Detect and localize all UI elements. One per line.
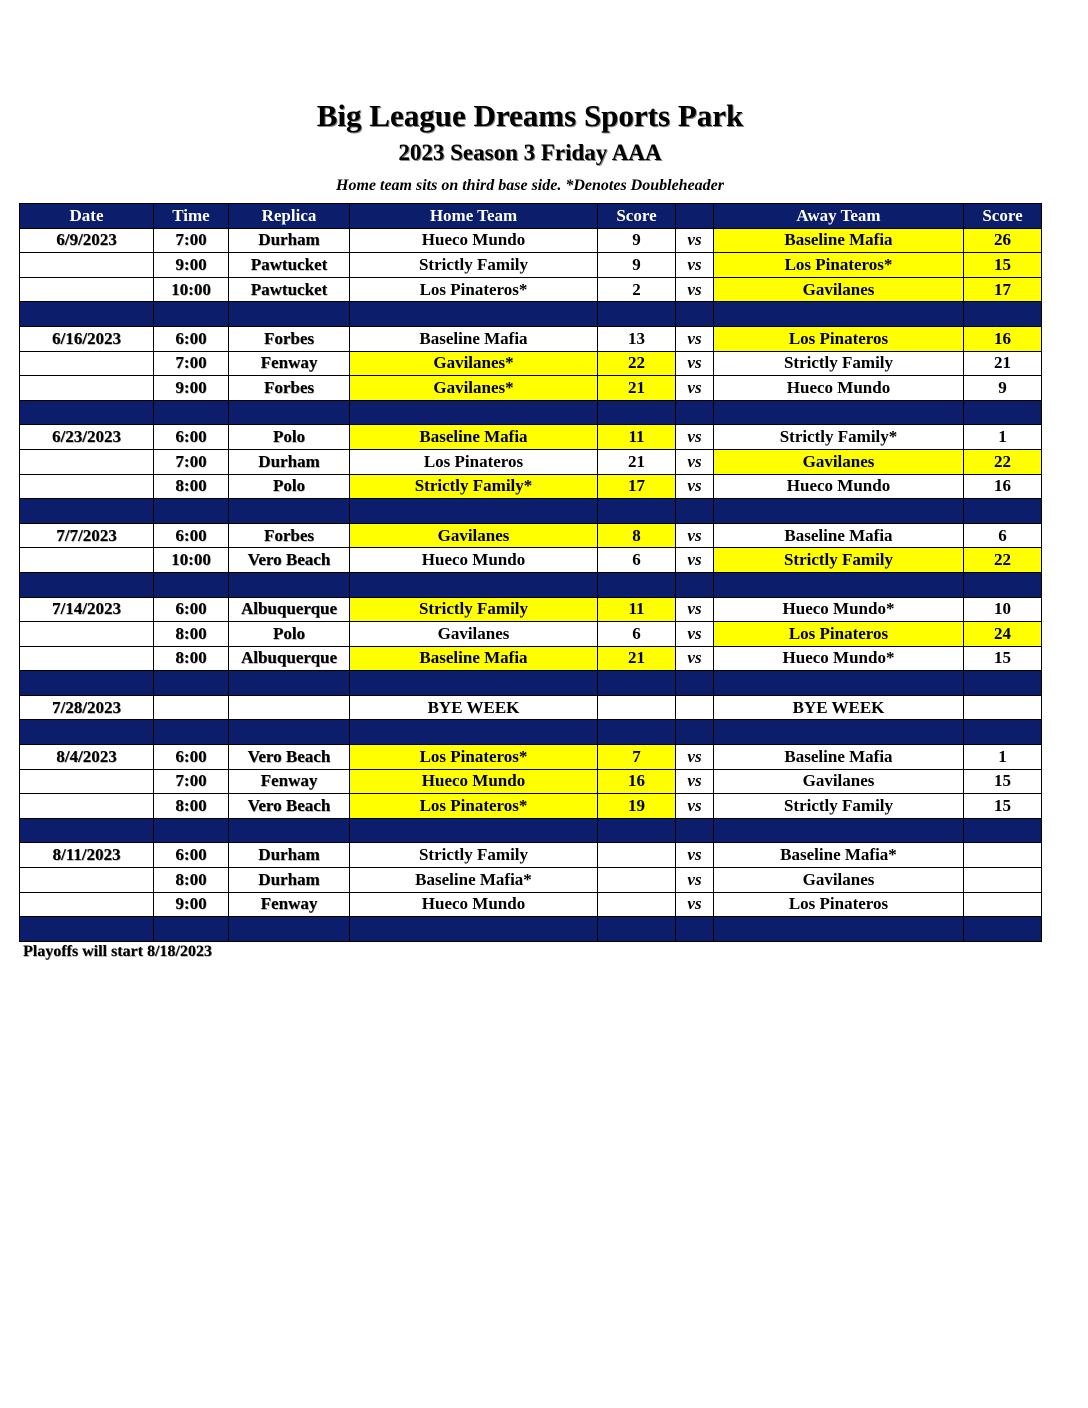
date-cell [20,474,154,499]
home-score-cell: 13 [598,326,676,351]
away-score-cell [964,892,1042,917]
home-team-cell: Gavilanes* [350,351,598,376]
home-score-cell: 6 [598,548,676,573]
away-team-cell: Los Pinateros* [714,253,964,278]
time-cell: 9:00 [154,376,229,401]
home-team-cell: Los Pinateros* [350,745,598,770]
home-score-cell: 6 [598,622,676,647]
home-score-cell: 19 [598,794,676,819]
spacer-cell [676,302,714,327]
spacer-cell [350,499,598,524]
away-team-cell: Baseline Mafia [714,523,964,548]
away-score-cell [964,695,1042,720]
vs-cell: vs [676,597,714,622]
table-row [20,597,1042,622]
home-team-cell: Hueco Mundo [350,769,598,794]
home-team-cell: Hueco Mundo [350,892,598,917]
table-row [20,695,1042,720]
spacer-cell [964,400,1042,425]
spacer-cell [154,720,229,745]
col-header-home-score: Score [598,204,676,229]
table-row [20,326,1042,351]
schedule-body [20,228,1042,941]
spacer-cell [229,572,350,597]
spacer-cell [20,720,154,745]
spacer-cell [714,400,964,425]
home-score-cell [598,892,676,917]
vs-cell: vs [676,376,714,401]
home-team-cell: Baseline Mafia* [350,868,598,893]
spacer-cell [714,917,964,942]
date-cell: 8/11/2023 [20,843,154,868]
spacer-cell [20,671,154,696]
table-row [20,548,1042,573]
date-cell [20,548,154,573]
time-cell: 7:00 [154,769,229,794]
vs-cell: vs [676,646,714,671]
spacer-cell [350,818,598,843]
replica-cell: Fenway [229,351,350,376]
home-score-cell: 11 [598,597,676,622]
date-cell: 6/16/2023 [20,326,154,351]
replica-cell: Forbes [229,376,350,401]
spacer-cell [676,917,714,942]
away-team-cell: Gavilanes [714,277,964,302]
table-row [20,376,1042,401]
spacer-cell [676,818,714,843]
vs-cell: vs [676,449,714,474]
spacer-cell [676,572,714,597]
replica-cell: Pawtucket [229,277,350,302]
spacer-cell [598,818,676,843]
away-team-cell: Hueco Mundo [714,474,964,499]
replica-cell: Forbes [229,326,350,351]
home-score-cell: 21 [598,449,676,474]
date-cell: 6/9/2023 [20,228,154,253]
home-team-cell: Strictly Family [350,253,598,278]
home-team-cell: Gavilanes [350,523,598,548]
spacer-cell [20,400,154,425]
home-team-cell: Gavilanes [350,622,598,647]
date-cell: 7/28/2023 [20,695,154,720]
col-header-time: Time [154,204,229,229]
date-cell [20,794,154,819]
spacer-cell [229,818,350,843]
table-row [20,253,1042,278]
time-cell: 9:00 [154,892,229,917]
home-score-cell: 22 [598,351,676,376]
spacer-cell [964,818,1042,843]
away-score-cell: 26 [964,228,1042,253]
spacer-cell [350,720,598,745]
table-row [20,646,1042,671]
home-team-cell: Los Pinateros* [350,277,598,302]
away-score-cell: 16 [964,326,1042,351]
spacer-cell [714,572,964,597]
vs-cell: vs [676,253,714,278]
home-score-cell: 16 [598,769,676,794]
home-team-cell: Los Pinateros* [350,794,598,819]
away-team-cell: Hueco Mundo* [714,597,964,622]
home-score-cell: 9 [598,228,676,253]
date-cell [20,868,154,893]
vs-cell: vs [676,277,714,302]
table-row [20,769,1042,794]
spacer-row [20,818,1042,843]
replica-cell: Polo [229,425,350,450]
time-cell: 8:00 [154,474,229,499]
table-row [20,745,1042,770]
replica-cell: Durham [229,228,350,253]
replica-cell: Durham [229,868,350,893]
time-cell: 10:00 [154,548,229,573]
spacer-cell [964,917,1042,942]
away-team-cell: Gavilanes [714,449,964,474]
spacer-cell [964,302,1042,327]
replica-cell: Polo [229,474,350,499]
spacer-cell [714,720,964,745]
home-score-cell: 9 [598,253,676,278]
date-cell: 8/4/2023 [20,745,154,770]
replica-cell: Vero Beach [229,794,350,819]
date-cell [20,351,154,376]
table-row [20,351,1042,376]
spacer-cell [229,400,350,425]
spacer-row [20,572,1042,597]
col-header-away-team: Away Team [714,204,964,229]
spacer-cell [964,671,1042,696]
home-score-cell [598,843,676,868]
away-team-cell: Baseline Mafia [714,745,964,770]
time-cell: 10:00 [154,277,229,302]
spacer-cell [676,671,714,696]
col-header-home-team: Home Team [350,204,598,229]
spacer-cell [350,302,598,327]
away-score-cell: 6 [964,523,1042,548]
away-score-cell [964,868,1042,893]
spacer-cell [676,400,714,425]
spacer-cell [229,917,350,942]
away-team-cell: BYE WEEK [714,695,964,720]
date-cell: 6/23/2023 [20,425,154,450]
spacer-cell [598,572,676,597]
col-header-replica: Replica [229,204,350,229]
away-team-cell: Hueco Mundo* [714,646,964,671]
time-cell [154,695,229,720]
table-row [20,425,1042,450]
spacer-cell [964,720,1042,745]
col-header-vs [676,204,714,229]
spacer-cell [229,720,350,745]
replica-cell: Durham [229,843,350,868]
page-subtitle: 2023 Season 3 Friday AAA [398,140,662,165]
away-team-cell: Strictly Family [714,351,964,376]
home-score-cell: 21 [598,376,676,401]
table-row [20,794,1042,819]
spacer-cell [154,818,229,843]
vs-cell: vs [676,794,714,819]
away-team-cell: Los Pinateros [714,622,964,647]
spacer-cell [676,499,714,524]
time-cell: 8:00 [154,868,229,893]
spacer-cell [598,720,676,745]
spacer-cell [598,302,676,327]
table-row [20,843,1042,868]
replica-cell: Fenway [229,892,350,917]
spacer-cell [20,302,154,327]
replica-cell: Fenway [229,769,350,794]
date-cell [20,376,154,401]
spacer-cell [20,818,154,843]
replica-cell: Pawtucket [229,253,350,278]
home-score-cell: 2 [598,277,676,302]
spacer-cell [350,572,598,597]
vs-cell: vs [676,425,714,450]
table-row [20,622,1042,647]
home-team-cell: Baseline Mafia [350,425,598,450]
spacer-cell [229,671,350,696]
spacer-cell [598,917,676,942]
home-team-cell: Strictly Family [350,597,598,622]
vs-cell: vs [676,868,714,893]
away-score-cell: 1 [964,745,1042,770]
table-row [20,277,1042,302]
away-score-cell: 21 [964,351,1042,376]
replica-cell: Polo [229,622,350,647]
spacer-row [20,302,1042,327]
home-score-cell: 8 [598,523,676,548]
spacer-cell [598,499,676,524]
away-score-cell: 22 [964,548,1042,573]
time-cell: 8:00 [154,622,229,647]
spacer-cell [714,302,964,327]
time-cell: 8:00 [154,794,229,819]
date-cell: 7/7/2023 [20,523,154,548]
away-score-cell: 15 [964,646,1042,671]
spacer-row [20,671,1042,696]
spacer-row [20,400,1042,425]
spacer-row [20,720,1042,745]
away-score-cell: 15 [964,794,1042,819]
spacer-cell [154,572,229,597]
spacer-cell [714,499,964,524]
date-cell [20,253,154,278]
time-cell: 6:00 [154,425,229,450]
spacer-cell [154,400,229,425]
away-team-cell: Baseline Mafia* [714,843,964,868]
away-score-cell [964,843,1042,868]
away-team-cell: Baseline Mafia [714,228,964,253]
vs-cell: vs [676,769,714,794]
home-team-cell: BYE WEEK [350,695,598,720]
home-team-cell: Baseline Mafia [350,326,598,351]
vs-cell: vs [676,326,714,351]
vs-cell: vs [676,843,714,868]
away-team-cell: Los Pinateros [714,892,964,917]
spacer-cell [714,671,964,696]
table-row [20,868,1042,893]
home-team-cell: Strictly Family [350,843,598,868]
date-cell [20,277,154,302]
vs-cell: vs [676,622,714,647]
away-score-cell: 22 [964,449,1042,474]
date-cell [20,622,154,647]
time-cell: 6:00 [154,843,229,868]
spacer-cell [676,720,714,745]
away-team-cell: Gavilanes [714,769,964,794]
vs-cell: vs [676,523,714,548]
vs-cell: vs [676,351,714,376]
spacer-cell [350,400,598,425]
home-score-cell: 7 [598,745,676,770]
spacer-cell [350,917,598,942]
away-score-cell: 15 [964,253,1042,278]
home-team-cell: Hueco Mundo [350,548,598,573]
page-title: Big League Dreams Sports Park [316,98,744,133]
table-header-row [20,204,1042,229]
playoffs-note: Playoffs will start 8/18/2023 [23,943,212,960]
away-team-cell: Los Pinateros [714,326,964,351]
spacer-cell [229,302,350,327]
time-cell: 6:00 [154,597,229,622]
vs-cell [676,695,714,720]
spacer-cell [154,302,229,327]
home-score-cell: 21 [598,646,676,671]
away-score-cell: 17 [964,277,1042,302]
spacer-cell [714,818,964,843]
spacer-cell [964,499,1042,524]
col-header-away-score: Score [964,204,1042,229]
table-row [20,228,1042,253]
replica-cell: Durham [229,449,350,474]
schedule-table [19,203,1042,942]
table-row [20,449,1042,474]
spacer-cell [20,499,154,524]
time-cell: 9:00 [154,253,229,278]
home-score-cell: 11 [598,425,676,450]
home-team-cell: Baseline Mafia [350,646,598,671]
away-team-cell: Strictly Family* [714,425,964,450]
replica-cell [229,695,350,720]
replica-cell: Albuquerque [229,646,350,671]
away-score-cell: 24 [964,622,1042,647]
away-score-cell: 16 [964,474,1042,499]
time-cell: 6:00 [154,745,229,770]
col-header-date: Date [20,204,154,229]
table-row [20,523,1042,548]
vs-cell: vs [676,228,714,253]
home-score-cell: 17 [598,474,676,499]
away-score-cell: 10 [964,597,1042,622]
home-team-cell: Strictly Family* [350,474,598,499]
time-cell: 7:00 [154,449,229,474]
home-team-cell: Los Pinateros [350,449,598,474]
doubleheader-note: Home team sits on third base side. *Denotes Doubleheader [336,177,724,194]
away-team-cell: Strictly Family [714,548,964,573]
spacer-cell [154,499,229,524]
spacer-cell [20,572,154,597]
time-cell: 7:00 [154,228,229,253]
date-cell [20,769,154,794]
home-team-cell: Hueco Mundo [350,228,598,253]
away-score-cell: 15 [964,769,1042,794]
spacer-cell [154,917,229,942]
home-score-cell [598,695,676,720]
away-team-cell: Hueco Mundo [714,376,964,401]
away-team-cell: Strictly Family [714,794,964,819]
home-score-cell [598,868,676,893]
spacer-cell [598,671,676,696]
spacer-cell [964,572,1042,597]
replica-cell: Forbes [229,523,350,548]
time-cell: 6:00 [154,326,229,351]
spacer-row [20,917,1042,942]
vs-cell: vs [676,548,714,573]
replica-cell: Vero Beach [229,548,350,573]
vs-cell: vs [676,745,714,770]
home-team-cell: Gavilanes* [350,376,598,401]
date-cell [20,646,154,671]
replica-cell: Albuquerque [229,597,350,622]
spacer-cell [20,917,154,942]
replica-cell: Vero Beach [229,745,350,770]
table-row [20,474,1042,499]
away-score-cell: 1 [964,425,1042,450]
table-row [20,892,1042,917]
vs-cell: vs [676,892,714,917]
spacer-row [20,499,1042,524]
date-cell [20,449,154,474]
time-cell: 7:00 [154,351,229,376]
date-cell: 7/14/2023 [20,597,154,622]
time-cell: 8:00 [154,646,229,671]
away-score-cell: 9 [964,376,1042,401]
spacer-cell [350,671,598,696]
spacer-cell [154,671,229,696]
spacer-cell [229,499,350,524]
date-cell [20,892,154,917]
time-cell: 6:00 [154,523,229,548]
spacer-cell [598,400,676,425]
vs-cell: vs [676,474,714,499]
away-team-cell: Gavilanes [714,868,964,893]
